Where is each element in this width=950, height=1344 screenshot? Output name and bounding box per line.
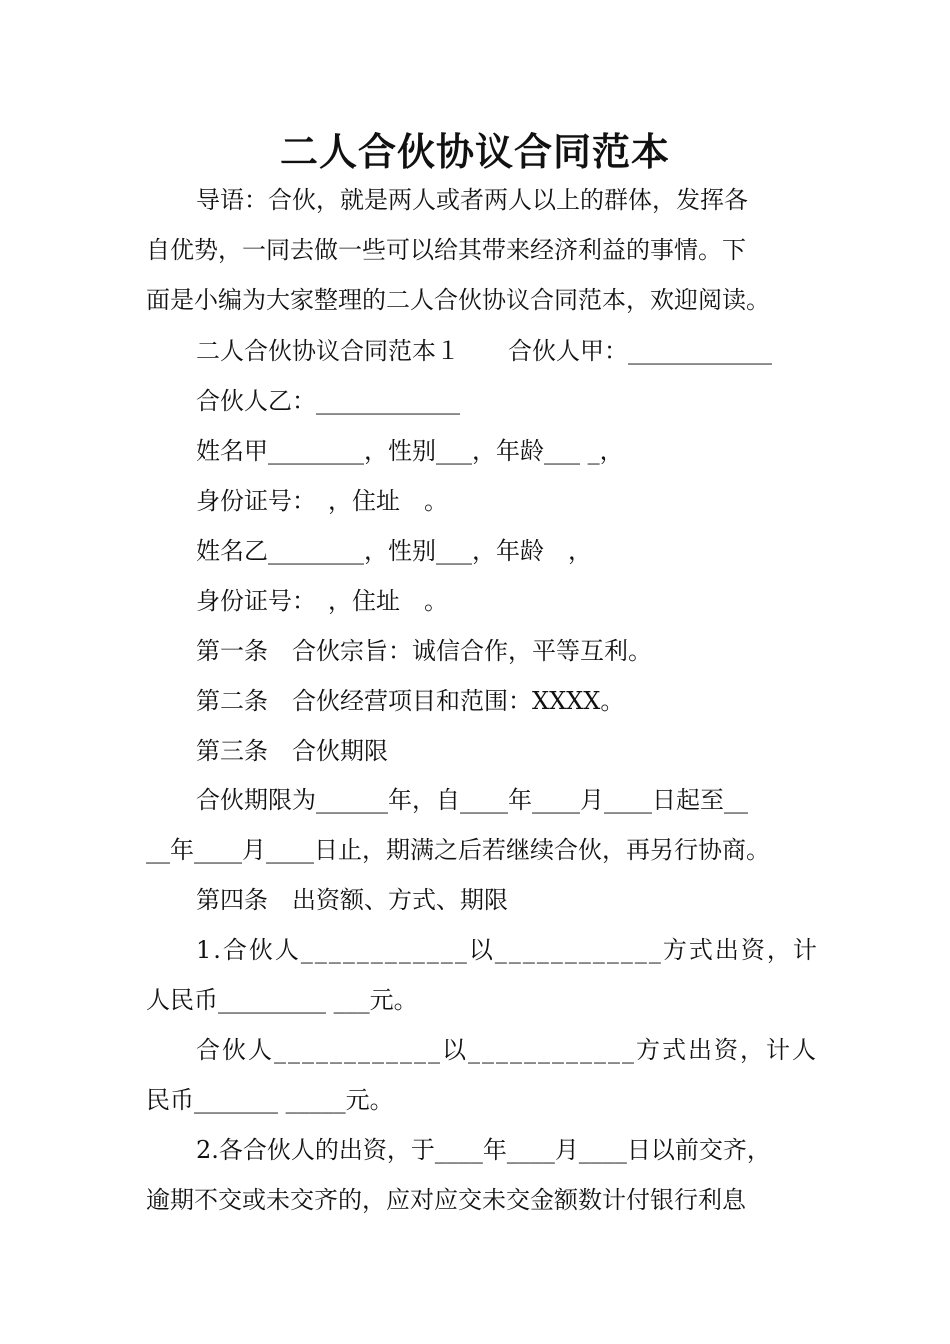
paragraph-line: 民币_______ _____元。 (146, 1086, 394, 1114)
paragraph-line: 导语：合伙，就是两人或者两人以上的群体，发挥各 (196, 186, 748, 214)
paragraph-line: 身份证号： ，住址 。 (196, 587, 448, 615)
paragraph-line: 姓名甲________，性别___，年龄___ _， (196, 437, 624, 465)
paragraph-line: 自优势，一同去做一些可以给其带来经济利益的事情。下 (146, 236, 746, 264)
paragraph-line: 合伙期限为______年，自____年____月____日起至__ (196, 786, 748, 814)
paragraph-line: 2.各合伙人的出资，于____年____月____日以前交齐， (196, 1136, 771, 1164)
paragraph-line: 身份证号： ，住址 。 (196, 487, 448, 515)
paragraph-line: 面是小编为大家整理的二人合伙协议合同范本，欢迎阅读。 (146, 286, 770, 314)
article-heading: 第二条 合伙经营项目和范围：XXXX。 (196, 687, 625, 715)
paragraph-line: __年____月____日止，期满之后若继续合伙，再另行协商。 (146, 836, 770, 864)
paragraph-line: 合伙人____________以____________方式出资，计人 (196, 1036, 818, 1064)
paragraph-line: 人民币_________ ___元。 (146, 986, 418, 1014)
paragraph-line: 逾期不交或未交齐的，应对应交未交金额数计付银行利息 (146, 1186, 746, 1214)
paragraph-line: 1.合伙人____________以____________方式出资，计 (196, 936, 819, 964)
article-heading: 第四条 出资额、方式、期限 (196, 886, 508, 914)
article-heading: 第一条 合伙宗旨：诚信合作，平等互利。 (196, 637, 652, 665)
document-title: 二人合伙协议合同范本 (279, 129, 670, 174)
paragraph-line: 二人合伙协议合同范本１ 合伙人甲：____________ (196, 337, 772, 365)
article-heading: 第三条 合伙期限 (196, 737, 388, 765)
paragraph-line: 姓名乙________，性别___，年龄 ， (196, 537, 592, 565)
paragraph-line: 合伙人乙：____________ (196, 387, 460, 415)
